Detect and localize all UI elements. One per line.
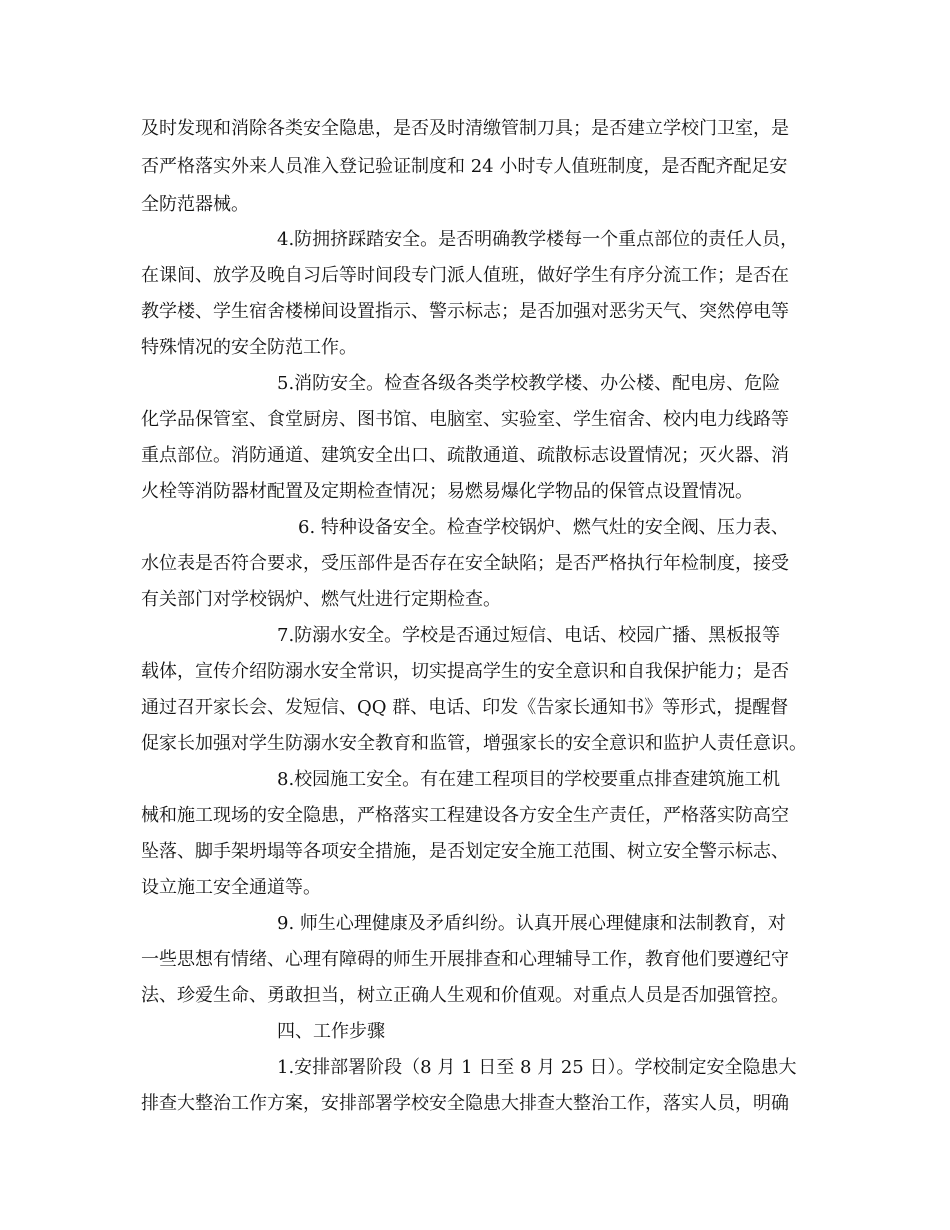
body-line: 一些思想有情绪、心理有障碍的师生开展排查和心理辅导工作，教育他们要遵纪守 [141, 949, 789, 970]
body-line: 械和施工现场的安全隐患，严格落实工程建设各方安全生产责任，严格落实防高空 [141, 805, 789, 826]
body-line: 在课间、放学及晚自习后等时间段专门派人值班，做好学生有序分流工作；是否在 [141, 265, 789, 286]
body-line: 及时发现和消除各类安全隐患，是否及时清缴管制刀具；是否建立学校门卫室，是 [141, 118, 789, 139]
body-line: 否严格落实外来人员准入登记验证制度和 24 小时专人值班制度，是否配齐配足安 [141, 156, 788, 177]
body-line: 有关部门对学校锅炉、燃气灶进行定期检查。 [141, 589, 501, 610]
section-heading: 四、工作步骤 [277, 1021, 385, 1042]
body-line: 法、珍爱生命、勇敢担当，树立正确人生观和价值观。对重点人员是否加强管控。 [141, 985, 789, 1006]
item-9-heading-line: 9. 师生心理健康及矛盾纠纷。认真开展心理健康和法制教育，对 [277, 913, 786, 934]
body-line: 重点部位。消防通道、建筑安全出口、疏散通道、疏散标志设置情况；灭火器、消 [141, 445, 789, 466]
item-4-heading-line: 4.防拥挤踩踏安全。是否明确教学楼每一个重点部位的责任人员， [277, 229, 799, 250]
item-7-heading-line: 7.防溺水安全。学校是否通过短信、电话、校园广播、黑板报等 [277, 625, 781, 646]
item-5-heading-line: 5.消防安全。检查各级各类学校教学楼、办公楼、配电房、危险 [277, 373, 781, 394]
item-8-heading-line: 8.校园施工安全。有在建工程项目的学校要重点排查建筑施工机 [277, 769, 781, 790]
body-line: 教学楼、学生宿舍楼梯间设置指示、警示标志；是否加强对恶劣天气、突然停电等 [141, 301, 789, 322]
body-line: 载体，宣传介绍防溺水安全常识，切实提高学生的安全意识和自我保护能力；是否 [141, 661, 789, 682]
body-line: 化学品保管室、食堂厨房、图书馆、电脑室、实验室、学生宿舍、校内电力线路等 [141, 409, 789, 430]
step-1-heading-line: 1.安排部署阶段（8 月 1 日至 8 月 25 日）。学校制定安全隐患大 [277, 1057, 797, 1078]
body-line: 促家长加强对学生防溺水安全教育和监管，增强家长的安全意识和监护人责任意识。 [141, 733, 807, 754]
body-line: 设立施工安全通道等。 [141, 877, 321, 898]
body-line: 特殊情况的安全防范工作。 [141, 337, 357, 358]
body-line: 通过召开家长会、发短信、QQ 群、电话、印发《告家长通知书》等形式，提醒督 [141, 697, 789, 718]
body-line: 全防范器械。 [141, 194, 249, 215]
item-6-heading-line: 6. 特种设备安全。检查学校锅炉、燃气灶的安全阀、压力表、 [298, 517, 789, 538]
body-line: 火栓等消防器材配置及定期检查情况；易燃易爆化学物品的保管点设置情况。 [141, 481, 753, 502]
body-line: 水位表是否符合要求，受压部件是否存在安全缺陷；是否严格执行年检制度，接受 [141, 553, 789, 574]
body-line: 排查大整治工作方案，安排部署学校安全隐患大排查大整治工作，落实人员，明确 [141, 1093, 789, 1114]
body-line: 坠落、脚手架坍塌等各项安全措施，是否划定安全施工范围、树立安全警示标志、 [141, 841, 789, 862]
